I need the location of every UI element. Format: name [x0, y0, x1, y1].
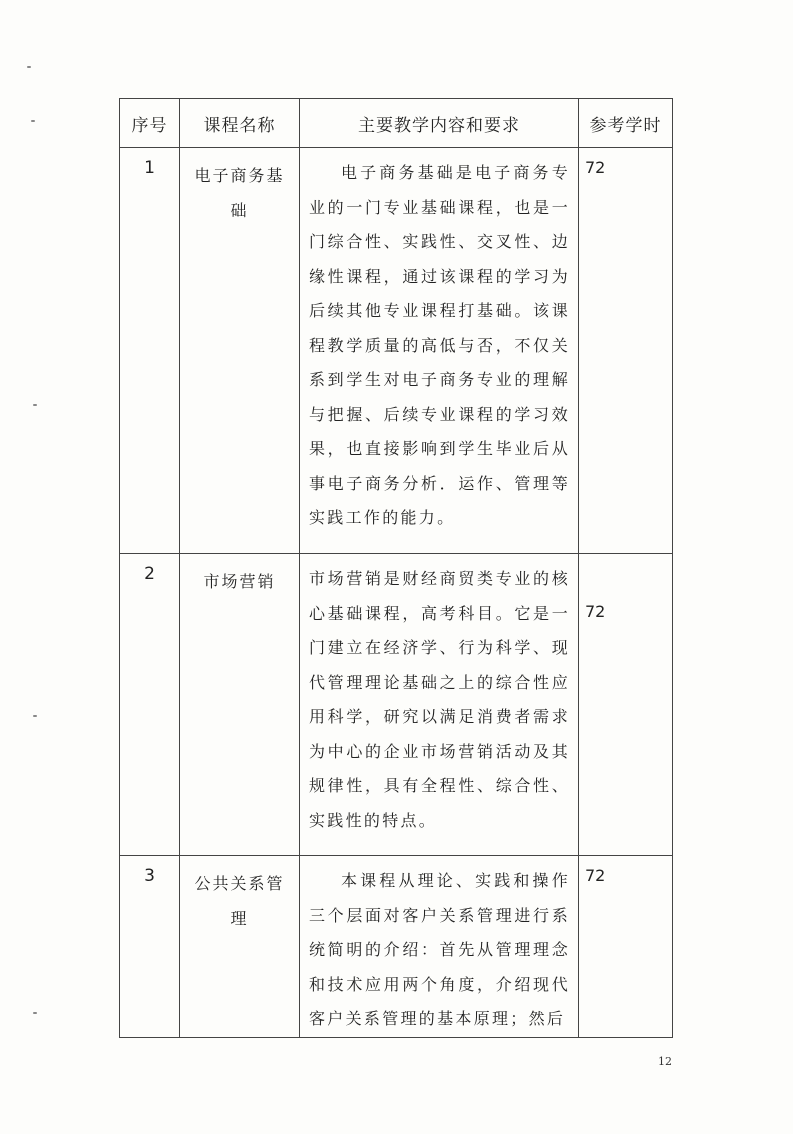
course-hours: 72	[585, 602, 606, 621]
row-number: 2	[144, 564, 155, 584]
table-row	[120, 856, 673, 1038]
scan-speck	[31, 120, 35, 122]
header-hours: 参考学时	[579, 99, 673, 148]
row-number: 3	[144, 866, 155, 886]
course-hours: 72	[585, 866, 606, 885]
course-name: 电子商务基础	[194, 166, 285, 220]
course-content: 电子商务基础是电子商务专业的一门专业基础课程，也是一门综合性、实践性、交叉性、边缘性课程，通过该课程的学习为后续其他专业课程打基础。该课程教学质量的高低与否，不仅关系到学生对电子商务专业的理解与把握、后续专业课程的学习效果，也直接影响到学生毕业后从事电子商务分析．运作、管理等实践工作的能力。	[309, 163, 570, 527]
course-content: 市场营销是财经商贸类专业的核心基础课程，高考科目。它是一门建立在经济学、行为科学、现代管理理论基础之上的综合性应用科学，研究以满足消费者需求为中心的企业市场营销活动及其规律性，具有全程性、综合性、实践性的特点。	[309, 569, 570, 830]
row-number: 1	[144, 158, 155, 178]
scan-speck	[33, 404, 37, 406]
course-name: 公共关系管理	[194, 874, 285, 928]
course-hours: 72	[585, 158, 606, 177]
course-table	[119, 98, 673, 1038]
header-content: 主要教学内容和要求	[300, 99, 579, 148]
course-content: 本课程从理论、实践和操作三个层面对客户关系管理进行系统简明的介绍：首先从管理理念和技术应用两个角度，介绍现代客户关系管理的基本原理；然后	[309, 871, 570, 1028]
table-row	[120, 148, 673, 554]
scan-speck	[27, 66, 31, 68]
table-row	[120, 554, 673, 856]
table-header-row	[120, 99, 673, 148]
header-course-name: 课程名称	[180, 99, 300, 148]
page-number: 12	[658, 1055, 672, 1068]
course-name: 市场营销	[203, 572, 276, 591]
scan-speck	[33, 715, 37, 717]
header-number: 序号	[120, 99, 180, 148]
scan-speck	[33, 1012, 37, 1014]
